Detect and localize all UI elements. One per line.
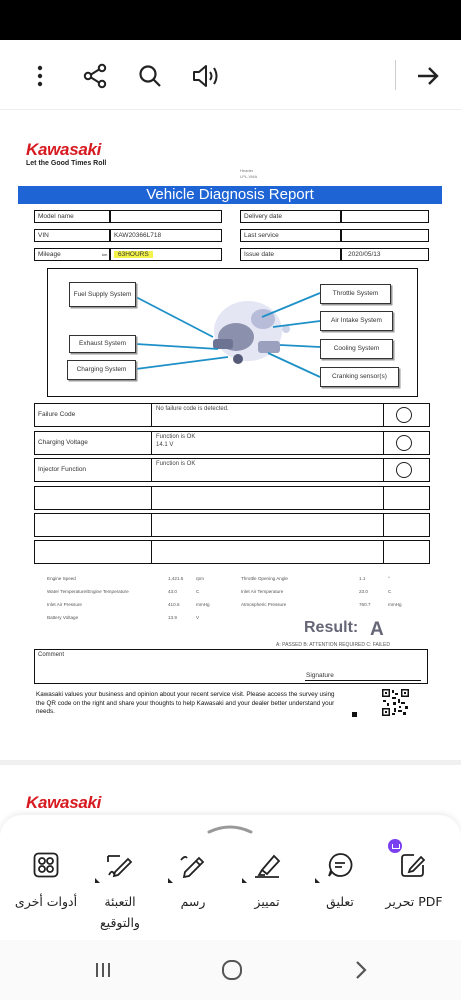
delivery-date-label: Delivery date [240, 210, 341, 223]
mileage-value-cell [110, 248, 222, 261]
brand-tagline: Let the Good Times Roll [26, 160, 107, 167]
diagnosis-row [34, 513, 430, 537]
diagnosis-label: Charging Voltage [35, 432, 152, 454]
home-icon[interactable] [217, 957, 247, 983]
info-row-mileage [34, 248, 429, 261]
diagnosis-detail [152, 487, 384, 509]
status-cell [384, 404, 428, 426]
tool-fill-sign[interactable] [87, 850, 153, 933]
result-legend: A: PASSED B: ATTENTION REQUIRED C: FAILED [276, 642, 391, 648]
diagnosis-row [34, 431, 430, 455]
throttle-label: Throttle System [320, 284, 391, 304]
last-service-label: Last service [240, 229, 341, 242]
info-row-model [34, 210, 429, 223]
fuel-supply-label: Fuel Supply System [69, 282, 136, 307]
submenu-indicator-icon [95, 878, 100, 883]
tool-label: التعبئة والتوقيع [100, 894, 140, 930]
tool-label: تمييز [254, 894, 280, 909]
diagnosis-label: Failure Code [35, 404, 152, 426]
metrics-right-units: ° C mmHg [388, 576, 402, 607]
mileage-label-text: Mileage [38, 251, 61, 258]
brand-logo: Kawasaki [26, 140, 102, 159]
brand-logo-page-2: Kawasaki [26, 793, 102, 812]
tool-edit-pdf[interactable] [381, 850, 447, 912]
report-title: Vehicle Diagnosis Report [18, 186, 442, 204]
diagnosis-label [35, 514, 152, 536]
engine-diagram [47, 268, 418, 397]
info-row-vin [34, 229, 429, 242]
survey-text: Kawasaki values your business and opinion about your recent service visit. Please access the survey using the QR code on the right and share your thoughts to help Kawasaki and your dealer better understand your needs. [36, 691, 335, 715]
status-circle-icon [396, 462, 412, 478]
issue-date-value: 2020/05/13 [341, 248, 429, 261]
diagnosis-detail: Function is OK 14.1 V [152, 432, 384, 454]
mileage-value: 63HOURS [114, 251, 153, 258]
tool-label: رسم [180, 894, 206, 909]
vin-value: KAW20366L718 [110, 229, 222, 242]
submenu-indicator-icon [168, 878, 173, 883]
qr-code [381, 688, 410, 717]
share-icon[interactable] [77, 58, 113, 94]
sheet-handle-icon[interactable] [206, 824, 254, 834]
top-toolbar [0, 40, 461, 110]
back-icon[interactable] [346, 957, 376, 983]
recent-apps-icon[interactable] [88, 957, 118, 983]
metrics-left-units: rpm C mmHg V [196, 576, 210, 620]
comment-bubble-icon [307, 850, 373, 880]
metrics-right-labels: Throttle Opening Angle Inlet Air Temperature Atmospheric Pressure [241, 576, 288, 607]
diagnosis-detail: Function is OK [152, 459, 384, 481]
diagnosis-row [34, 458, 430, 482]
diagnosis-detail [152, 541, 384, 563]
qr-marker [352, 712, 357, 717]
highlight-marker-icon [234, 850, 300, 880]
air-intake-label: Air Intake System [320, 311, 393, 331]
system-nav-bar [0, 940, 461, 1000]
status-bar [0, 0, 461, 40]
metrics-right-values: 1.1 23.0 760.7 [359, 576, 371, 607]
premium-badge-icon [388, 839, 402, 853]
model-name-label: Model name [34, 210, 110, 223]
cooling-label: Cooling System [320, 339, 393, 359]
delivery-date-value [341, 210, 429, 223]
diagnosis-detail [152, 514, 384, 536]
last-service-value [341, 229, 429, 242]
pdf-page-2 [0, 765, 461, 815]
mileage-label [34, 248, 110, 261]
diagnosis-row [34, 486, 430, 510]
arrow-forward-icon[interactable] [410, 58, 446, 94]
more-vertical-icon[interactable] [22, 58, 58, 94]
tool-label: تحرير PDF [385, 894, 443, 909]
status-circle-icon [396, 407, 412, 423]
diagnosis-label [35, 541, 152, 563]
issue-date-label: Issue date [240, 248, 341, 261]
cranking-label: Cranking sensor(s) [320, 367, 399, 387]
metrics-left-values: 1,421.5 43.0 410.6 13.9 [168, 576, 184, 620]
draw-pencil-icon [160, 850, 226, 880]
exhaust-label: Exhaust System [69, 335, 136, 353]
status-cell [384, 459, 428, 481]
vin-label: VIN [34, 229, 110, 242]
mileage-unit: km [102, 252, 108, 257]
submenu-indicator-icon [242, 878, 247, 883]
model-name-value [110, 210, 222, 223]
fill-and-sign-icon [87, 850, 153, 880]
status-cell [384, 432, 428, 454]
search-icon[interactable] [132, 58, 168, 94]
more-tools-grid-icon [13, 850, 79, 880]
diagnosis-row [34, 540, 430, 564]
charging-label: Charging System [67, 360, 136, 380]
toolbar-divider [395, 60, 396, 90]
status-circle-icon [396, 435, 412, 451]
result-grade: A [370, 619, 384, 640]
diagnosis-label [35, 487, 152, 509]
edit-pdf-icon [381, 850, 447, 880]
comment-box [34, 649, 428, 684]
read-aloud-icon[interactable] [188, 58, 224, 94]
metrics-left-labels: Engine Speed Water Temperature/Engine Temperature Inlet Air Pressure Battery Voltage [47, 576, 129, 620]
small-header-code: LPL-VMA [240, 174, 258, 179]
submenu-indicator-icon [315, 878, 320, 883]
diagnosis-label: Injector Function [35, 459, 152, 481]
diagnosis-detail: No failure code is detected. [152, 404, 384, 426]
tools-sheet [0, 815, 461, 940]
pdf-page [0, 110, 461, 760]
tool-label: أدوات أخرى [14, 894, 78, 909]
result-label: Result: [304, 619, 359, 636]
tool-label: تعليق [326, 894, 354, 909]
pdf-viewer[interactable] [0, 110, 461, 815]
comment-label: Comment [38, 652, 65, 658]
small-header: Header [240, 168, 254, 173]
tool-more-tools[interactable] [13, 850, 79, 912]
signature-label: Signature [306, 672, 334, 679]
signature-line [305, 680, 421, 681]
diagnosis-row [34, 403, 430, 427]
